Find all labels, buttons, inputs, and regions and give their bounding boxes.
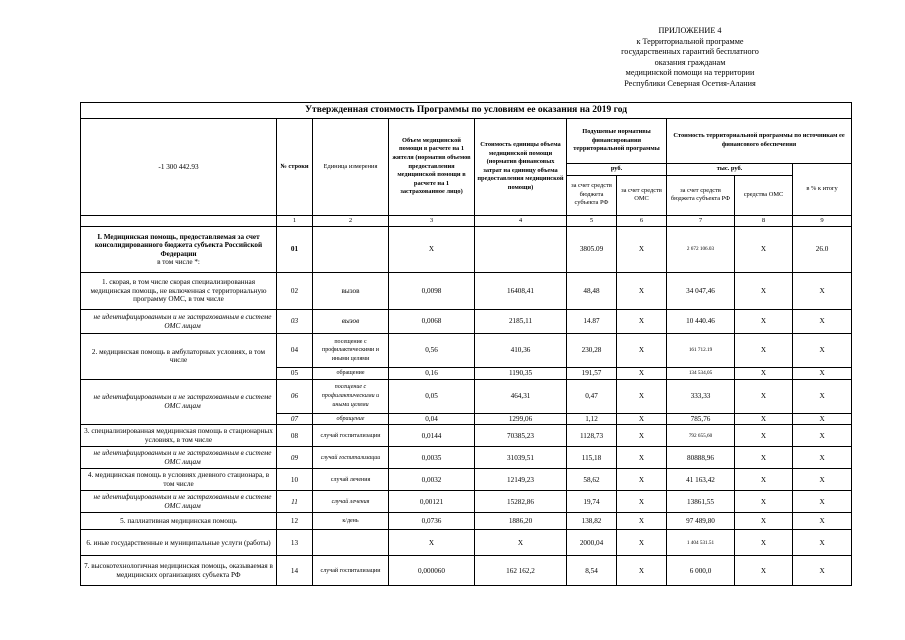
row-no: 09 (277, 447, 313, 469)
appendix-line: к Территориальной программе (636, 36, 744, 46)
row-c9: X (793, 513, 852, 530)
row-c7: 333,33 (667, 379, 735, 413)
header-oms-2: средства ОМС (735, 175, 793, 215)
col-number: 8 (735, 215, 793, 227)
row-c6: X (617, 556, 667, 586)
row-c7: 161 712.19 (667, 334, 735, 368)
table-row (81, 273, 852, 310)
row-c9: X (793, 530, 852, 556)
row-unit-cost (475, 227, 567, 273)
table-row (81, 556, 852, 586)
row-c8: X (735, 469, 793, 491)
appendix-line: государственных гарантий бесплатного (621, 47, 759, 57)
row-unit-cost: 1190,35 (475, 368, 567, 380)
row-c7: 34 047,46 (667, 273, 735, 310)
row-unit: случай госпитализации (313, 447, 389, 469)
row-c6: X (617, 513, 667, 530)
row-c8: X (735, 556, 793, 586)
row-c9: X (793, 447, 852, 469)
header-percent: в % к итогу (793, 164, 852, 216)
row-no: 05 (277, 368, 313, 380)
row-name: 5. паллиативная медицинская помощь (81, 513, 277, 530)
col-number: 2 (313, 215, 389, 227)
row-c6: X (617, 334, 667, 368)
row-unit: случай лечения (313, 491, 389, 513)
row-c8: X (735, 425, 793, 447)
row-c9: X (793, 273, 852, 310)
row-c6: X (617, 469, 667, 491)
table-row (81, 447, 852, 469)
table-row (81, 379, 852, 413)
row-c6: X (617, 425, 667, 447)
row-no: 01 (277, 227, 313, 273)
row-c5: 48,48 (567, 273, 617, 310)
row-no: 10 (277, 469, 313, 491)
header-total: -1 300 442.93 (81, 119, 277, 216)
col-number: 5 (567, 215, 617, 227)
row-c8: X (735, 491, 793, 513)
row-no: 11 (277, 491, 313, 513)
row-unit-cost: 12149,23 (475, 469, 567, 491)
row-volume: 0,0068 (389, 310, 475, 334)
row-c5: 3805.09 (567, 227, 617, 273)
row-c8: X (735, 447, 793, 469)
row-c5: 0,47 (567, 379, 617, 413)
row-unit: посещение с профилактическими и иными целями (313, 334, 389, 368)
appendix-line: Республики Северная Осетия-Алания (624, 78, 756, 88)
row-c7: 80888,96 (667, 447, 735, 469)
row-name: 4. медицинская помощь в условиях дневного стационара, в том числе (81, 469, 277, 491)
row-unit-cost: 2185,11 (475, 310, 567, 334)
row-name: I. Медицинская помощь, предоставляемая за счет консолидированного бюджета субъекта Российской Федерации в том числе *: (81, 227, 277, 273)
row-name: 3. специализированная медицинская помощь в стационарных условиях, в том числе (81, 425, 277, 447)
col-number: 3 (389, 215, 475, 227)
row-c9: X (793, 413, 852, 425)
row-c5: 1,12 (567, 413, 617, 425)
header-volume: Объем медицинской помощи в расчете на 1 жителя (норматив объемов предоставления медицинской помощи в расчете на 1 застрахованное лицо) (389, 119, 475, 216)
row-c7: 1 404 531.51 (667, 530, 735, 556)
table-row (81, 491, 852, 513)
row-c5: 14.87 (567, 310, 617, 334)
row-c9: X (793, 425, 852, 447)
row-c5: 19,74 (567, 491, 617, 513)
row-unit-cost: 162 162,2 (475, 556, 567, 586)
row-volume: 0,0736 (389, 513, 475, 530)
row-name: не идентифицированным и не застрахованным в системе ОМС лицам (81, 491, 277, 513)
header-budget-rf: за счет средств бюджета субъекта РФ (567, 175, 617, 215)
row-c6: X (617, 310, 667, 334)
row-volume: X (389, 530, 475, 556)
row-c9: X (793, 379, 852, 413)
row-c5: 115,18 (567, 447, 617, 469)
row-no: 13 (277, 530, 313, 556)
header-row-no: № строки (277, 119, 313, 216)
row-c9: X (793, 556, 852, 586)
row-c5: 138,82 (567, 513, 617, 530)
row-c7: 10 440.46 (667, 310, 735, 334)
header-rub: руб. (567, 164, 667, 176)
table-row (81, 469, 852, 491)
row-c7: 2 672 106.03 (667, 227, 735, 273)
row-c8: X (735, 379, 793, 413)
header-budget-rf-2: за счет средств бюджета субъекта РФ (667, 175, 735, 215)
header-cost-by-source: Стоимость территориальной программы по источникам ее финансового обеспечения (667, 119, 852, 164)
header-th-rub: тыс. руб. (667, 164, 793, 176)
row-unit-cost: 15282,86 (475, 491, 567, 513)
row-no: 06 (277, 379, 313, 413)
row-no: 04 (277, 334, 313, 368)
row-unit (313, 227, 389, 273)
row-no: 07 (277, 413, 313, 425)
row-name: 2. медицинская помощь в амбулаторных условиях, в том числе (81, 334, 277, 380)
appendix-line: ПРИЛОЖЕНИЕ 4 (658, 26, 722, 35)
row-volume: 0,56 (389, 334, 475, 368)
row-c8: X (735, 334, 793, 368)
row-c9: X (793, 491, 852, 513)
row-c6: X (617, 530, 667, 556)
header-oms: за счет средств ОМС (617, 175, 667, 215)
row-no: 02 (277, 273, 313, 310)
table-row (81, 425, 852, 447)
row-c7: 41 163,42 (667, 469, 735, 491)
row-c6: X (617, 227, 667, 273)
appendix-header (570, 26, 810, 90)
row-volume: 0,04 (389, 413, 475, 425)
row-unit: вызов (313, 310, 389, 334)
row-c9: X (793, 310, 852, 334)
row-c6: X (617, 273, 667, 310)
row-unit-cost: 70385,23 (475, 425, 567, 447)
appendix-line: медицинской помощи на территории (625, 68, 755, 78)
row-volume: 0,0032 (389, 469, 475, 491)
table-row (81, 513, 852, 530)
table-row (81, 227, 852, 273)
row-unit-cost: 16408,41 (475, 273, 567, 310)
header-unit-cost: Стоимость единицы объема медицинской помощи (норматив финансовых затрат на единицу объема предоставления медицинской помощи) (475, 119, 567, 216)
header-unit: Единица измерения (313, 119, 389, 216)
row-unit: обращение (313, 413, 389, 425)
row-unit (313, 530, 389, 556)
row-no: 12 (277, 513, 313, 530)
row-volume: 0,16 (389, 368, 475, 380)
row-c5: 191,57 (567, 368, 617, 380)
row-c5: 8,54 (567, 556, 617, 586)
row-c8: X (735, 413, 793, 425)
row-unit-cost: X (475, 530, 567, 556)
row-c8: X (735, 368, 793, 380)
row-c6: X (617, 491, 667, 513)
col-number-blank (81, 215, 277, 227)
row-c8: X (735, 513, 793, 530)
row-name: не идентифицированным и не застрахованным в системе ОМС лицам (81, 310, 277, 334)
row-no: 03 (277, 310, 313, 334)
row-c6: X (617, 379, 667, 413)
table-title: Утвержденная стоимость Программы по условиям ее оказания на 2019 год (81, 103, 852, 119)
row-unit-cost: 410,36 (475, 334, 567, 368)
row-volume: 0,0144 (389, 425, 475, 447)
row-c9: X (793, 469, 852, 491)
row-c9: X (793, 334, 852, 368)
row-volume: X (389, 227, 475, 273)
cost-table (80, 102, 852, 586)
row-unit: обращение (313, 368, 389, 380)
row-c7: 13861,55 (667, 491, 735, 513)
row-c5: 2000,04 (567, 530, 617, 556)
row-volume: 0,000060 (389, 556, 475, 586)
row-no: 14 (277, 556, 313, 586)
row-unit-cost: 1886,20 (475, 513, 567, 530)
row-c5: 230,28 (567, 334, 617, 368)
row-name: не идентифицированным и не застрахованным в системе ОМС лицам (81, 447, 277, 469)
row-unit: посещение с профилактическими и иными целями (313, 379, 389, 413)
row-name: 1. скорая, в том числе скорая специализированная медицинская помощь, не включенная с территориальную программу ОМС, в том числе (81, 273, 277, 310)
table-row (81, 530, 852, 556)
table-row (81, 310, 852, 334)
row-c7: 97 489,80 (667, 513, 735, 530)
row-c8: X (735, 227, 793, 273)
row-c6: X (617, 413, 667, 425)
row-c5: 1128,73 (567, 425, 617, 447)
col-number: 1 (277, 215, 313, 227)
header-per-capita: Подушевые нормативы финансирования территориальной программы (567, 119, 667, 164)
row-unit: случай лечения (313, 469, 389, 491)
row-unit-cost: 1299,06 (475, 413, 567, 425)
row-c7: 792 655,60 (667, 425, 735, 447)
col-number: 6 (617, 215, 667, 227)
row-volume: 0,0035 (389, 447, 475, 469)
row-name: не идентифицированным и не застрахованным в системе ОМС лицам (81, 379, 277, 425)
row-c7: 6 000,0 (667, 556, 735, 586)
row-name: 7. высокотехнологичная медицинская помощь, оказываемая в медицинских организациях субъекта РФ (81, 556, 277, 586)
col-number: 7 (667, 215, 735, 227)
row-unit: вызов (313, 273, 389, 310)
col-number: 4 (475, 215, 567, 227)
row-volume: 0,05 (389, 379, 475, 413)
row-unit: случай госпитализации (313, 556, 389, 586)
appendix-line: оказания гражданам (654, 57, 726, 67)
row-c9: 26.0 (793, 227, 852, 273)
row-c7: 134 534,05 (667, 368, 735, 380)
row-c8: X (735, 530, 793, 556)
row-c7: 785,76 (667, 413, 735, 425)
row-c5: 58,62 (567, 469, 617, 491)
row-unit: к/день (313, 513, 389, 530)
row-unit-cost: 31039,51 (475, 447, 567, 469)
row-unit: случай госпитализации (313, 425, 389, 447)
row-c6: X (617, 447, 667, 469)
table-row (81, 334, 852, 368)
row-volume: 0,0098 (389, 273, 475, 310)
row-c6: X (617, 368, 667, 380)
row-unit-cost: 464,31 (475, 379, 567, 413)
row-no: 08 (277, 425, 313, 447)
row-name: 6. иные государственные и муниципальные услуги (работы) (81, 530, 277, 556)
row-c8: X (735, 310, 793, 334)
row-volume: 0,00121 (389, 491, 475, 513)
row-c9: X (793, 368, 852, 380)
row-c8: X (735, 273, 793, 310)
col-number: 9 (793, 215, 852, 227)
